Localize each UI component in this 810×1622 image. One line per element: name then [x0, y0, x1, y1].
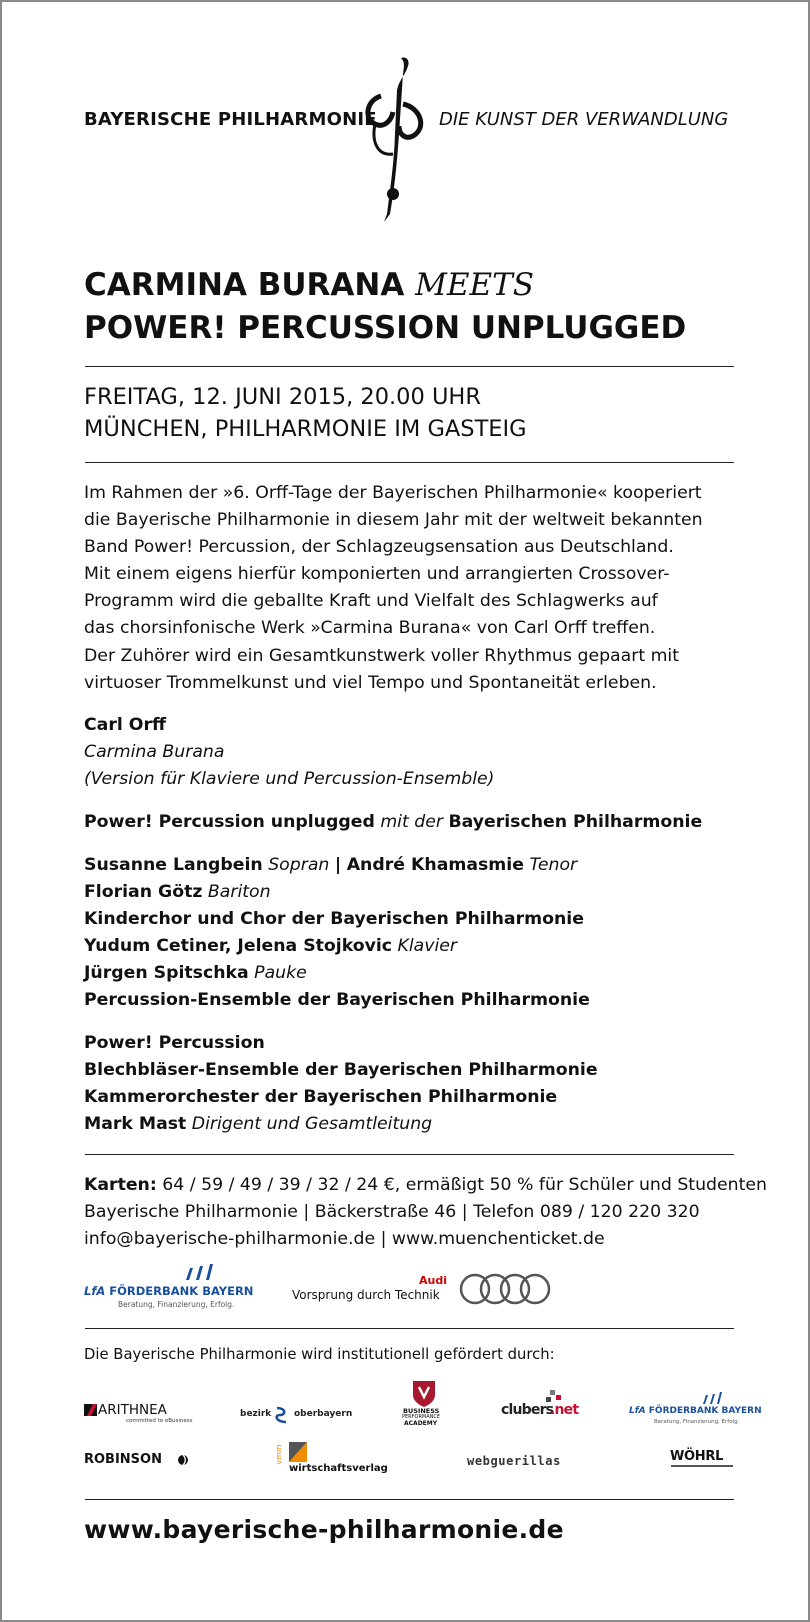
performer-name: Florian Götz — [84, 882, 203, 902]
divider — [85, 1499, 734, 1500]
performer-role: Pauke — [254, 963, 307, 983]
ensemble-line: Kammerorchester der Bayerischen Philharmonie — [84, 1087, 558, 1107]
clubers-logo — [501, 1390, 581, 1420]
bpa-line2: PERFORMANCE — [402, 1414, 441, 1420]
brand-name: BAYERISCHE PHILHARMONIE — [84, 109, 377, 130]
title-meets: MEETS — [415, 267, 535, 303]
ticket-web: info@bayerische-philharmonie.de | www.muenchenticket.de — [84, 1229, 605, 1249]
intro-line: Der Zuhörer wird ein Gesamtkunstwerk voller Rhythmus gepaart mit — [84, 645, 680, 666]
audi-slogan: Vorsprung durch Technik — [292, 1288, 440, 1302]
performer-line — [84, 882, 271, 902]
intro-text — [84, 480, 744, 697]
lfa-prefix-small: LfA — [629, 1406, 646, 1416]
philharmonie-logo-icon — [357, 54, 433, 226]
divider — [85, 366, 734, 367]
lfa-title: FÖRDERBANK BAYERN — [109, 1284, 254, 1298]
woehrl-underline — [671, 1465, 733, 1467]
title-line-2: POWER! PERCUSSION UNPLUGGED — [84, 310, 687, 346]
performer-role: Tenor — [529, 855, 578, 875]
lfa-subline: Beratung, Finanzierung, Erfolg. — [118, 1300, 235, 1309]
vmm-logo — [274, 1442, 388, 1478]
arithnea-name: ARITHNEA — [98, 1402, 167, 1418]
performer-name: André Khamasmie — [346, 855, 524, 875]
conductor-role: Dirigent und Gesamtleitung — [191, 1114, 433, 1134]
lfa-name-small — [629, 1406, 762, 1416]
audi-rings-icon — [458, 1272, 552, 1306]
performer-name: Susanne Langbein — [84, 855, 263, 875]
arithnea-mark-icon — [84, 1404, 97, 1416]
woehrl-logo — [670, 1449, 734, 1473]
footer-url[interactable]: www.bayerische-philharmonie.de — [84, 1515, 564, 1544]
tickets-label: Karten: — [84, 1175, 157, 1195]
ticket-prices — [84, 1175, 767, 1195]
feature-c: Bayerischen Philharmonie — [448, 812, 703, 832]
arithnea-sub: committed to eBusiness — [126, 1418, 193, 1424]
tagline: DIE KUNST DER VERWANDLUNG — [439, 109, 729, 130]
performer-role: Bariton — [207, 882, 271, 902]
lfa-logo — [84, 1264, 254, 1314]
intro-line: Band Power! Percussion, der Schlagzeugsensation aus Deutschland. — [84, 537, 674, 558]
lfa-prefix: LfA — [84, 1284, 106, 1298]
robinson-name: ROBINSON — [84, 1452, 162, 1467]
feature-line — [84, 812, 702, 832]
clubers-tld: .net — [550, 1402, 579, 1418]
performer-line: Percussion-Ensemble der Bayerischen Philharmonie — [84, 990, 590, 1010]
bezirk-mark-icon — [274, 1406, 290, 1424]
bezirk-a: bezirk — [240, 1409, 272, 1419]
bpa-logo — [400, 1381, 450, 1431]
bpa-shield-icon — [413, 1381, 435, 1407]
conductor-name: Mark Mast — [84, 1114, 187, 1134]
performer-name: Jürgen Spitschka — [84, 963, 249, 983]
divider — [85, 1328, 734, 1329]
webguerillas-logo: webguerillas — [467, 1454, 561, 1468]
work-version: (Version für Klaviere und Percussion-Ensemble) — [84, 769, 495, 789]
performer-name: Yudum Cetiner, Jelena Stojkovic — [84, 936, 393, 956]
conductor-line — [84, 1114, 432, 1134]
woehrl-name: WÖHRL — [670, 1449, 724, 1464]
vmm-label: vmm — [274, 1444, 284, 1465]
lfa-logo-small — [629, 1392, 762, 1432]
work-title: Carmina Burana — [84, 742, 225, 762]
title-main: CARMINA BURANA — [84, 267, 405, 303]
ticket-address: Bayerische Philharmonie | Bäckerstraße 46 | Telefon 089 / 120 220 320 — [84, 1202, 700, 1222]
performer-role: Sopran — [268, 855, 330, 875]
robinson-mark-icon — [177, 1454, 189, 1466]
ensemble-line: Blechbläser-Ensemble der Bayerischen Philharmonie — [84, 1060, 598, 1080]
bezirk-logo — [240, 1406, 352, 1426]
lfa-sub-small: Beratung, Finanzierung, Erfolg. — [654, 1419, 740, 1425]
event-date: FREITAG, 12. JUNI 2015, 20.00 UHR — [84, 384, 481, 410]
support-title: Die Bayerische Philharmonie wird institutionell gefördert durch: — [84, 1346, 555, 1363]
divider — [85, 462, 734, 463]
tickets-prices: 64 / 59 / 49 / 39 / 32 / 24 €, ermäßigt 50 % für Schüler und Studenten — [162, 1175, 767, 1195]
separator: | — [334, 855, 342, 875]
audi-logo — [292, 1272, 552, 1308]
performer-line — [84, 963, 307, 983]
intro-line: Im Rahmen der »6. Orff-Tage der Bayerischen Philharmonie« kooperiert — [84, 483, 702, 503]
feature-a: Power! Percussion unplugged — [84, 812, 375, 832]
intro-line: virtuoser Trommelkunst und viel Tempo und Spontaneität erleben. — [84, 672, 657, 693]
robinson-logo — [84, 1452, 194, 1472]
lfa-name — [84, 1284, 253, 1298]
intro-line: Mit einem eigens hierfür komponierten und arrangierten Crossover- — [84, 564, 670, 585]
divider — [85, 1154, 734, 1155]
intro-line: das chorsinfonische Werk »Carmina Burana« von Carl Orff treffen. — [84, 618, 656, 639]
lfa-mark-icon — [701, 1392, 725, 1404]
vmm-name: wirtschaftsverlag — [289, 1463, 388, 1474]
performer-line — [84, 855, 577, 875]
ensemble-line: Power! Percussion — [84, 1033, 265, 1053]
clubers-name: clubers — [501, 1402, 554, 1418]
audi-brand: Audi — [419, 1274, 447, 1287]
event-venue: MÜNCHEN, PHILHARMONIE IM GASTEIG — [84, 416, 527, 442]
intro-line: Programm wird die geballte Kraft und Vielfalt des Schlagwerks auf — [84, 591, 658, 612]
performer-role: Klavier — [397, 936, 458, 956]
intro-line: die Bayerische Philharmonie in diesem Jahr mit der weltweit bekannten — [84, 510, 703, 531]
lfa-mark-icon — [182, 1264, 218, 1280]
lfa-title-small: FÖRDERBANK BAYERN — [648, 1406, 762, 1416]
performer-line — [84, 936, 457, 956]
title-line-1 — [84, 267, 534, 303]
composer: Carl Orff — [84, 715, 167, 735]
bpa-line1: BUSINESS — [403, 1407, 440, 1415]
bezirk-b: oberbayern — [294, 1409, 353, 1419]
vmm-mark-icon — [289, 1442, 307, 1462]
performer-line: Kinderchor und Chor der Bayerischen Philharmonie — [84, 909, 584, 929]
feature-b: mit der — [380, 812, 443, 832]
arithnea-logo — [84, 1403, 194, 1427]
bpa-line3: ACADEMY — [404, 1420, 438, 1427]
